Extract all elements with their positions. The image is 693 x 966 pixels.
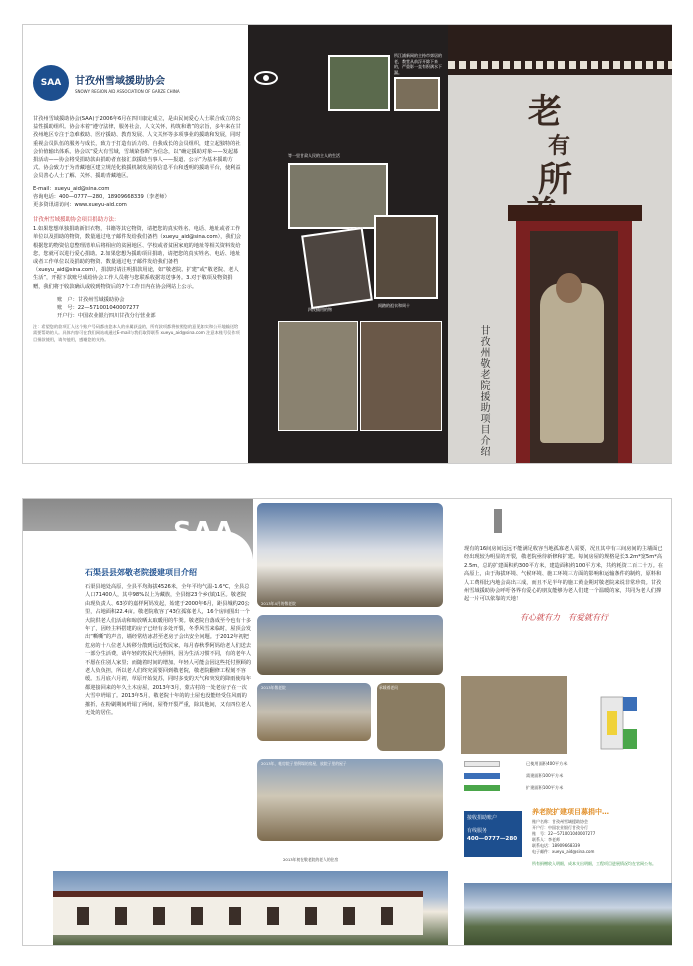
appeal-text: 现有的16间房间远远不能满足收容当地孤寡老人需要，况且其中有三间房间的主墙面已经出现较为明显的开裂，敬老院亟待新修和扩建。每间房屋的规格是长3.2m*宽5m*高2.5m，总的扩建面积约300平方米，建造面积约100平方米，共约耗资二百二十万。在高原上，由于海拔环境、气候环境、施工环境三方面的影响和运输条件的制约，原料和人工费相比内地会高出三成，而且不足半年的施工黄金期对敬老院来说非常珍贵。甘孜州雪域援助协会呼吁各界有爱心的朋友能够为老人们建一个温暖的家，共同为老人们撑起一片可以依靠的天地！ <box>464 546 664 603</box>
account-name: 账 户：甘孜州雪域援助协会 <box>57 296 125 303</box>
roof-ornament <box>448 61 672 69</box>
eye-icon <box>254 71 278 85</box>
photo-elder-bed <box>301 227 373 309</box>
plan-new-area <box>623 697 637 711</box>
window <box>305 907 317 925</box>
photo-caption-1: 2013年4月的敬老院 <box>261 601 296 606</box>
window <box>115 907 127 925</box>
photo-elder-woman <box>360 321 442 431</box>
legend-label: 扩建面积100平方米 <box>526 785 564 790</box>
plan-extension-area <box>623 729 637 749</box>
brochure-inside <box>22 498 672 946</box>
saa-logo: SAA <box>33 65 69 101</box>
hotline-top: 接收捐助账户 <box>467 815 498 821</box>
mountain-photo <box>464 883 672 945</box>
caption-top-photo: 所江浦新网的主持市郊居的老，教堂从前浮开除下来的，严重影一直有积满水下漏。 <box>394 53 442 75</box>
elder-head <box>556 273 582 303</box>
detail-line: 账户名称：甘孜州雪域援助协会 <box>532 819 588 824</box>
window <box>343 907 355 925</box>
detail-line: 电子邮件：xueyu_aid@sina.com <box>532 849 595 854</box>
photo-room <box>328 55 390 111</box>
window <box>191 907 203 925</box>
legend-swatch <box>464 761 500 767</box>
photo-caption-2: 2013年敬老院 <box>261 685 286 690</box>
account-number: 账 号：22—571001040007277 <box>57 304 140 311</box>
photo-construction <box>460 675 568 755</box>
photo-side <box>374 215 438 299</box>
method-text: 1.如果您想单独捐助新旧衣物，书籍等其它物资，请把您的真实姓名、电话、地址或者工作单位以及捐助的物资，数量通过电子邮件发给我们备档（xueyu_aid@sina.com），我们会根据您的物资信息整理清单后将相应的贫困地区、学校或者贫困家庭的地址等相关资料发给您，您就可以进行爱心捐助。2.如果您想为援助项目捐助，请把您的真实姓名、电话、地址或者工作单位以及捐助的物资、数量通过电子邮件发给我们备档（xueyu_aid@sina.com），捐款时请注明捐款用途，如“敬老院、扩建”或“敬老院、老人生活”，开据下款账号成给协会工作人员将与您联系收据寄送事务。3.对于敬项及物资捐赠，我们将于收款确认或收到物资后的7个工作日内在协会网站上公示。 <box>33 226 241 290</box>
plan-courtyard <box>607 711 617 735</box>
contact-list <box>33 185 242 210</box>
legend-row <box>464 785 664 791</box>
window <box>153 907 165 925</box>
photo-elder-man <box>278 321 358 431</box>
project-title: 石渠县县郊敬老院援建项目介绍 <box>85 568 197 577</box>
accent-bar <box>494 509 502 533</box>
project-text: 石渠县地处高原，全县平均海拔4526米，全年平均气温-1.6°C，全县总人口71400人，其中98%以上为藏族，全县辖23个乡(镇)1区。敬老院由现负责人、63岁的嘉样阿妈发起，始建于2000年6月，距县城约20公里，占地面积22.4亩。敬老院收容了43位孤寡老人，16个房间围出一个大院供老人们活动和晾放晒太取暖用的牛粪。敬老院自落成至今也有十多年了，因经主料搭建的房子已经有多处开裂，冬季风雪来临时，屋顶会发出“嘶嘶”的声音，墙经常结冰甚至老房子会出安全问题。于2012年初把危房的十八位老人转移分散到远近牧民家，每月春秋季阿妈给老人们送去一部分生活费，请年轻的牧民代为照料，因为生活习惯不同，有的老年人不愿在住别人家里；而随着时间的增加，年轻人可能会因这些托付照顾的老人负负担，所以老人们终究需要回到敬老院，敬老院翻修工程刻不容缓。五月底六月初，草原开始复苏，同时多变的天气和突发的降雨使每年都迎接回来的年久土木房屋，2013年3月，蒙古村的一处老房子在一次大雪中坍塌了。2013年5月，敬老院十年的的土屋也没能经受住风雨的摧折，在粉刷期间坍塌了两间，屋脊开裂严重，除其他间，又有四位老人无处的居住。 <box>85 584 252 717</box>
hotline-label: 有线服务 <box>467 828 488 834</box>
legend-swatch <box>464 785 500 791</box>
headline-char-3: 所 <box>538 160 572 200</box>
headline-char-1: 老 <box>528 92 562 132</box>
brochure-front <box>22 24 672 464</box>
org-name-en: SNOWY REGION AID ASSOCIATION OF GARZE CHINA <box>75 89 180 94</box>
photo-caption-5: 2013年初在敬老院的老人的住房 <box>283 857 339 862</box>
caption-side-photo: 间踏的祖衣和周十 <box>378 303 410 308</box>
elder-figure <box>540 283 604 443</box>
legend-label: 需建面积100平方米 <box>526 773 564 778</box>
caption-middle-photo: 等一里甘肃人民的主人的生活 <box>288 153 340 158</box>
detail-line: 联系电话：18909668339 <box>532 843 580 848</box>
detail-line: 开户行：中国农业银行甘孜分行 <box>532 825 588 830</box>
photo-cracked-wall <box>375 681 447 753</box>
contact-email: E-mail：xueyu_aid@sina.com <box>33 185 110 192</box>
floor-plan-diagram <box>599 695 639 751</box>
photo-caption-3: 承载着老问 <box>379 685 398 690</box>
window <box>381 907 393 925</box>
brand-mark: SAA <box>173 517 235 547</box>
window <box>267 907 279 925</box>
detail-line: 账 号：22—571001040007277 <box>532 831 596 836</box>
caption-bottom-photo: 四民捕用的物 <box>308 307 332 312</box>
contact-web: 更多资讯请访问：www.xueyu-aid.com <box>33 202 127 209</box>
account-bank: 开户行：中国农业银行四川甘孜分行营业部 <box>57 312 156 319</box>
photo-caption-4: 2013年，帐房院子里倒塌的房屋，放院子里的屋子 <box>261 761 347 766</box>
legend-swatch <box>464 773 500 779</box>
window <box>77 907 89 925</box>
intro-column <box>23 25 248 463</box>
legend-row <box>464 773 664 779</box>
door-beam <box>508 205 642 221</box>
transparency-note: 所有捐赠收入明细，成本支出明细，工程项目进展情况均在官网公布。 <box>532 861 656 866</box>
hotline-number: 400—0777—280 <box>467 836 518 842</box>
photo-column <box>248 25 448 463</box>
photo-collapsed <box>255 757 445 843</box>
headline-char-2: 有 <box>548 133 571 159</box>
method-title: 甘孜州雪域援助协会项目捐助方法： <box>33 217 120 224</box>
hotline-box <box>464 811 522 857</box>
fundraising-details <box>532 819 662 855</box>
account-note: 注：希望您的款项汇人这个账户号码都由您本人的亲属获益的，所有款项都将按照您的意见如实和公开地输送给需要帮助的人。具体内容可在我们网站或通过E-mail与我们取得联系 xueyu_aid@sina.com 注意本账号仅作项目捐款使用，请勿他用，感谢您的支持。 <box>33 323 240 342</box>
detail-line: 联系人：李老师 <box>532 837 560 842</box>
legend-label: 已使用面积400平方米 <box>526 761 568 766</box>
cover-column <box>448 25 672 463</box>
photo-wall <box>394 77 440 111</box>
photo-yard <box>288 163 388 229</box>
slogan: 有心就有力 有爱就有行 <box>520 612 608 622</box>
legend-row <box>464 761 664 767</box>
fundraising-title: 养老院扩建项目募捐中… <box>532 808 609 816</box>
account-info <box>33 296 242 320</box>
window <box>229 907 241 925</box>
photo-compound <box>255 613 445 677</box>
intro-text: 甘孜州雪域援助协会(SAA)于2006年6月在四川康定成立，是由民间爱心人士联合成立的公益性援助组织。协会本着“遵守法律，服务社会，人文关怀，构筑和谐”的宗旨，多年来在甘孜州地区专注于急难救助、医疗援助、教育发展、人文关怀等多项事业的援助和发展，同时重视会员队伍的服务与成长，致力于打造有活力的、自我成长的会员组织，建立起独特的社会价值输出体系。协会以“爱大有雪域，雪域染春晖”为信念，以“确定援助对象——发起募捐活动——协会将受捐助款由捐助者直接汇款援助当事人——报道、公示”为基本援助方式。协会致力于为青藏地区建立规范化救援机制发展的信息平台和透明的援助平台，使利益会员善心人士了解、关怀、援助青藏地区。 <box>33 116 241 180</box>
org-name: 甘孜州雪域援助协会 <box>75 76 165 87</box>
org-header <box>33 65 242 101</box>
area-legend <box>464 761 664 797</box>
vertical-title: 甘孜州敬老院援助项目介绍 <box>478 325 489 457</box>
photo-grassland <box>255 501 445 609</box>
contact-phone: 咨询电话：400—0777—280，18909668339（李老师） <box>33 193 170 200</box>
